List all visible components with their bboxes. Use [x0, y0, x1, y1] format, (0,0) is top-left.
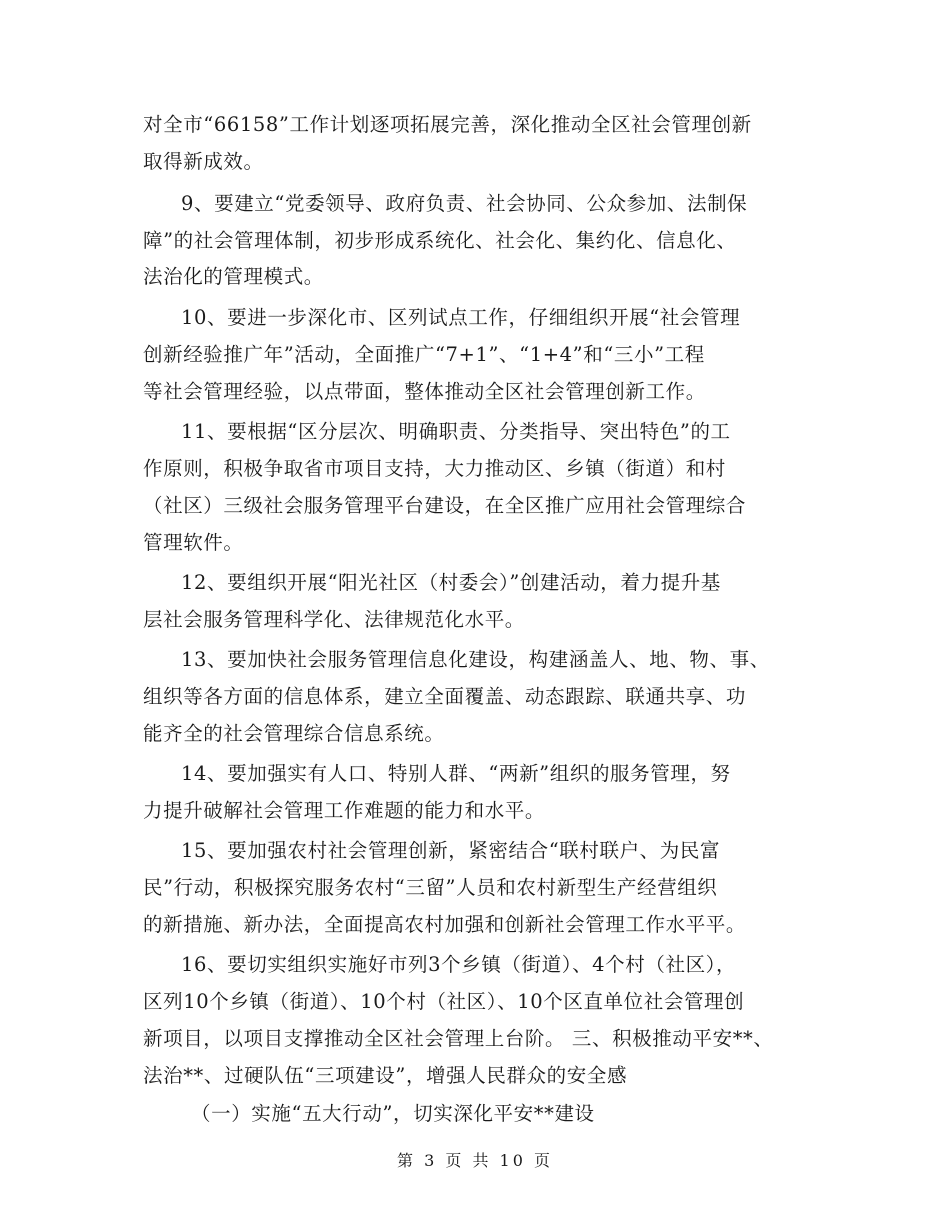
paragraph-10-line: 10、要进一步深化市、区列试点工作，仔细组织开展“社会管理: [181, 306, 741, 329]
paragraph-15-line: 15、要加强农村社会管理创新，紧密结合“联村联户、为民富: [181, 839, 721, 862]
text-line: 法治化的管理模式。: [143, 265, 324, 288]
paragraph-13-line: 13、要加快社会服务管理信息化建设，构建涵盖人、地、物、事、: [181, 648, 770, 671]
text-line: 力提升破解社会管理工作难题的能力和水平。: [143, 799, 546, 822]
paragraph-14-line: 14、要加强实有人口、特别人群、“两新”组织的服务管理，努: [181, 762, 731, 785]
text-line: 层社会服务管理科学化、法律规范化水平。: [143, 608, 525, 631]
text-line: 民”行动，积极探究服务农村“三留”人员和农村新型生产经营组织: [143, 876, 718, 899]
section-heading: （一）实施“五大行动”，切实深化平安**建设: [191, 1102, 595, 1125]
text-line: 法治**、过硬队伍“三项建设”，增强人民群众的安全感: [143, 1064, 628, 1087]
text-line: 等社会管理经验，以点带面，整体推动全区社会管理创新工作。: [143, 380, 706, 403]
text-line: 对全市“66158”工作计划逐项拓展完善，深化推动全区社会管理创新: [143, 113, 752, 136]
text-line: 区列10个乡镇（街道）、10个村（社区）、10个区直单位社会管理创: [143, 990, 745, 1013]
paragraph-16-line: 16、要切实组织实施好市列3个乡镇（街道）、4个村（社区），: [181, 953, 737, 976]
text-line: 能齐全的社会管理综合信息系统。: [143, 722, 445, 745]
paragraph-11-line: 11、要根据“区分层次、明确职责、分类指导、突出特色”的工: [181, 420, 731, 443]
text-line: 的新措施、新办法，全面提高农村加强和创新社会管理工作水平平。: [143, 913, 747, 936]
page-number-footer: 第 3 页 共 10 页: [397, 1151, 553, 1170]
text-line: 障”的社会管理体制，初步形成系统化、社会化、集约化、信息化、: [143, 229, 737, 252]
text-line: 组织等各方面的信息体系，建立全面覆盖、动态跟踪、联通共享、功: [143, 685, 747, 708]
text-line: 作原则，积极争取省市项目支持，大力推动区、乡镇（街道）和村: [143, 457, 726, 480]
paragraph-9-line: 9、要建立“党委领导、政府负责、社会协同、公众参加、法制保: [181, 192, 748, 215]
text-line: 取得新成效。: [143, 150, 264, 173]
text-line: 创新经验推广年”活动，全面推广“7+1”、“1+4”和“三小”工程: [143, 343, 705, 366]
text-line: 管理软件。: [143, 531, 244, 554]
paragraph-12-line: 12、要组织开展“阳光社区（村委会）”创建活动，着力提升基: [181, 571, 721, 594]
text-line: 新项目，以项目支撑推动全区社会管理上台阶。 三、积极推动平安**、: [143, 1027, 774, 1050]
text-line: （社区）三级社会服务管理平台建设，在全区推广应用社会管理综合: [143, 494, 747, 517]
